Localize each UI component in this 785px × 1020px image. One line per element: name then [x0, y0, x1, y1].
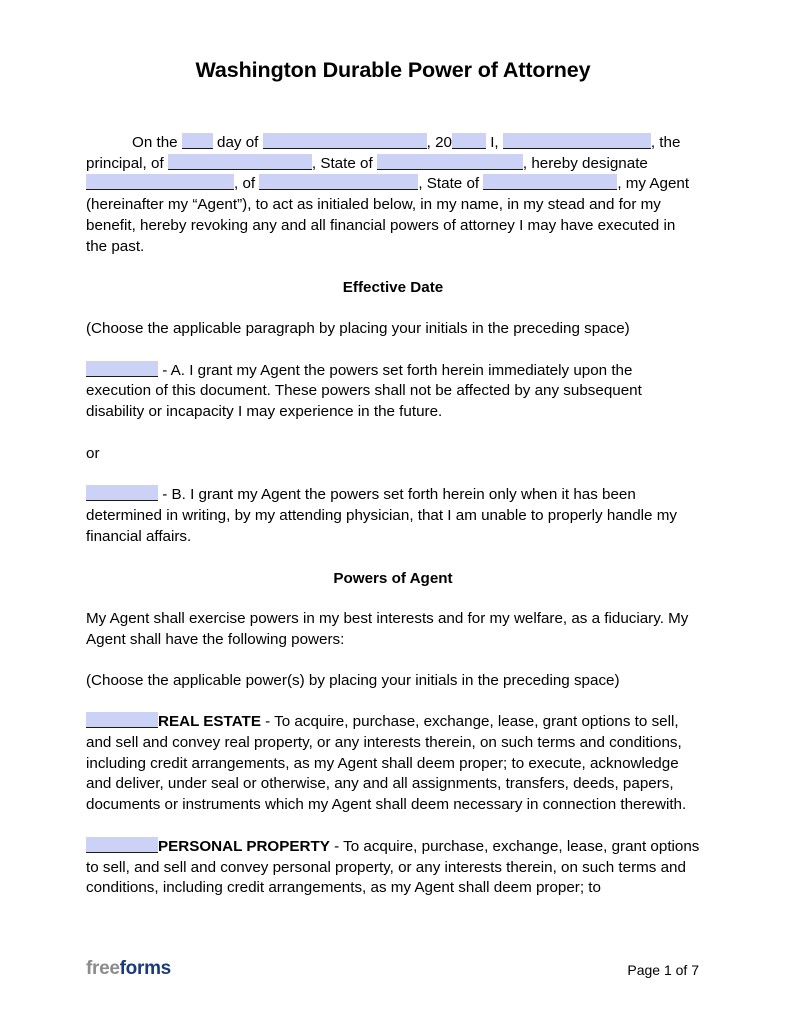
page-footer — [86, 958, 699, 984]
option-a-paragraph — [86, 361, 700, 423]
opening-text-10: , my Agent (hereinafter my “Agent”), to act as initialed below, in my name, in my stead and for my benefit, hereby revoking any and all financial powers of attorney I may have executed in the past. — [86, 175, 690, 255]
agent-city-blank-field[interactable] — [259, 174, 418, 190]
principal-state-blank-field[interactable] — [377, 154, 523, 170]
or-separator: or — [86, 444, 100, 462]
powers-of-agent-heading: Powers of Agent — [333, 569, 453, 587]
day-blank-field[interactable] — [182, 133, 213, 149]
opening-text-1: On the — [132, 134, 182, 151]
powers-of-agent-intro: My Agent shall exercise powers in my best interests and for my welfare, as a fiduciary. My Agent shall have the following powers: — [86, 610, 689, 648]
opening-paragraph — [86, 133, 700, 257]
power-item-personal-property — [86, 837, 700, 899]
power-item-real-estate — [86, 712, 700, 816]
option-a-initials-field[interactable] — [86, 361, 158, 377]
real-estate-text: - To acquire, purchase, exchange, lease, grant options to sell, and sell and convey real property, or any interests therein, on such terms and conditions, including credit arrangements, as my Agent shall deem proper; to execute, acknowledge and deliver, under seal or otherwise, any and all assignments, transfers, deeds, papers, documents or instruments which my Agent shall deem necessary in connection therewith. — [86, 713, 687, 814]
page-title: Washington Durable Power of Attorney — [195, 58, 591, 82]
opening-text-5: , the principal, of — [86, 134, 681, 172]
personal-property-initials-field[interactable] — [86, 837, 158, 853]
personal-property-label: PERSONAL PROPERTY — [158, 837, 330, 855]
page-number: Page 1 of 7 — [627, 962, 699, 978]
option-b-initials-field[interactable] — [86, 485, 158, 501]
opening-text-7: , hereby designate — [522, 154, 648, 172]
freeforms-logo — [86, 958, 171, 980]
effective-date-heading: Effective Date — [342, 279, 444, 297]
logo-forms-text: forms — [119, 958, 171, 979]
real-estate-label: REAL ESTATE — [158, 713, 261, 731]
year-blank-field[interactable] — [452, 133, 486, 149]
agent-state-blank-field[interactable] — [483, 174, 617, 190]
option-b-text: - B. I grant my Agent the powers set forth herein only when it has been determined in writing, by my attending physician, that I am unable to properly handle my financial affairs. — [86, 486, 677, 545]
opening-text-3: , 20 — [426, 134, 452, 151]
option-b-paragraph — [86, 485, 700, 547]
opening-text-9: , State of — [418, 175, 484, 193]
month-blank-field[interactable] — [263, 133, 427, 149]
opening-text-6: , State of — [311, 154, 377, 172]
real-estate-initials-field[interactable] — [86, 712, 158, 728]
document-content — [86, 0, 700, 899]
logo-free-text: free — [86, 958, 120, 979]
personal-property-text: - To acquire, purchase, exchange, lease, grant options to sell, and sell and convey personal property, or any interests therein, on such terms and conditions, including credit arrangements, as my Agent shall deem proper; to — [86, 837, 700, 897]
opening-text-4: I, — [485, 134, 503, 151]
opening-text-2: day of — [212, 134, 263, 151]
option-a-text: - A. I grant my Agent the powers set forth herein immediately upon the execution of this document. These powers shall not be affected by any subsequent disability or incapacity I may experience in the future. — [86, 361, 642, 421]
agent-name-blank-field[interactable] — [86, 174, 234, 190]
principal-city-blank-field[interactable] — [168, 154, 312, 170]
effective-date-instruction: (Choose the applicable paragraph by placing your initials in the preceding space) — [86, 319, 630, 337]
powers-of-agent-instruction: (Choose the applicable power(s) by placing your initials in the preceding space) — [86, 671, 620, 689]
principal-name-blank-field[interactable] — [503, 133, 651, 149]
opening-text-8: , of — [234, 175, 260, 193]
